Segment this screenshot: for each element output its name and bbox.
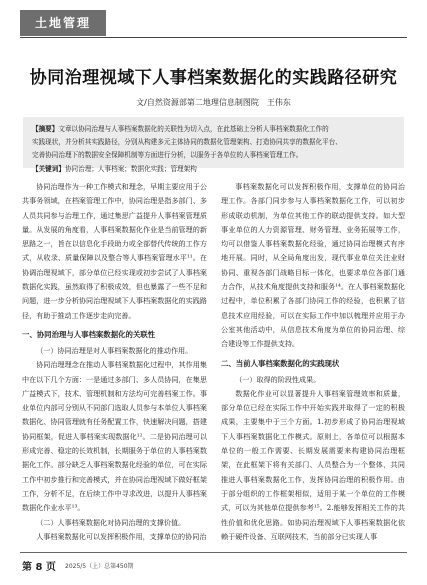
paragraph-2-1: 数据化作业可以显著提升人事档案管理效率和质量，部分单位已经在实际工作中开始实践并取得了一定的积极成果，主要集中于三个方面。1.初步形成了协同治理视域下人事档案数据化工作模式。原则上，各单位可以根据本单位的一般工作需要、长期发展需要来构建协同治理框架，在此框架下将有关部门、人员整合为一个整体，共同推进人事档案数据化工作，发挥协同治理的积极作用。由于部分组织的工作框架相似，适用于某一个单位的工作模式，可以为其他单位提供参考¹⁵。2.能够发挥相关工作的共性价值和优化思路。如协同治理视域下人事档案数据化依赖于硬件设备、互联网技术，当前部分已实现人事: [221, 388, 405, 541]
article-title: 协同治理视域下人事档案数据化的实践路径研究: [29, 68, 398, 88]
section-heading-1: 一、协同治理与人事档案数据化的关联性: [22, 329, 156, 339]
keywords-label: 【关键词】: [32, 165, 65, 173]
bottom-rule: [20, 552, 407, 553]
keywords-line: [32, 163, 395, 176]
abstract-text-1: 文章以协同治理与人事档案数据化的关联性为切入点，在此基础上分析人事档案数据化工作的: [58, 125, 329, 133]
author-line: 文/自然资源部第二地理信息制图院 王伟东: [136, 98, 291, 107]
abstract-box: [23, 117, 404, 173]
abstract-line-1: [32, 123, 395, 136]
keywords-text: 协同治理；人事档案；数据化实践；管理架构: [64, 165, 197, 173]
subheading-2-1: （一）取得的阶段性成果。: [235, 374, 321, 384]
column-tag: 土地管理: [20, 10, 106, 36]
section-heading-2: 二、当前人事档案数据化的实践现状: [221, 358, 340, 368]
issue-info: 2025/5（上）总第450期: [65, 563, 134, 570]
intro-paragraph: 协同治理作为一种工作模式和理念，早期主要应用于公共事务领域，在档案管理工作中，协同治理是指多部门、多人员共同参与治理工作，通过集思广益提升人事档案管理质量。从发展的角度看，人事档案数据化作业是当前管理的新思路之一，旨在以信息化手段助力或全部替代传统的工作方式，从收录、质量保障以及整合等人事档案管理水平¹¹。在协调治理视域下，部分单位已经实现或初步尝试了人事档案数据化实践，虽然取得了积极成效，但也暴露了一些不足和问题，进一步分析协同治理视域下人事档案数据化的实践路径，有助于推动工作逐步走向完善。: [22, 182, 207, 320]
abstract-line-2: 实践现状，并分析其实践路径，分别从构建多元主体协同的数据化管理架构、打造协同共享的数据化平台、: [32, 138, 342, 146]
right-column: [221, 180, 405, 544]
subheading-1-1: （一）协同治理是对人事档案数据化的推动作用。: [36, 345, 193, 355]
paragraph-1-2: 事档案数据化可以发挥积极作用，支撑单位的协同治理工作。各部门同步参与人事档案数据化工作，可以初步形成联动机制，为单位其他工作的联动提供支持。如大型事业单位的人力资源管理、财务管理、业务拓展等工作，均可以借鉴人事档案数据化经验，通过协同治理模式有序地开展。同时，从全局角度出发，现代事业单位关注业财协同、重视各部门战略目标一体化，也要求单位各部门通力合作，从技术角度提供支持和服务¹⁴。在人事档案数据化过程中，单位积累了各部门协同工作的经验，也积累了信息技术应用经验，可以在实际工作中加以梳理并应用于办公室其他活动中，从信息技术角度为单位的协同治理、综合建设等工作提供支持。: [221, 182, 405, 349]
paragraph-1-2-start: 人事档案数据化可以发挥积极作用，支撑单位的协同治: [36, 531, 207, 541]
paragraph-1-1: 协同治理理念在推动人事档案数据化过程中，其作用集中在以下几个方面：一是通过多部门、多人员协同，在集思广益模式下，技术、管理机制和方法均可完善档案工作。事业单位内部可分别从不同部门选取人员参与本单位人事档案数据化、协同管理就有任务配置工作，快速解决问题，搭建协同框架，促进人事档案实现数据化¹²。二是协同治理可以形成完善、稳定的长效机制，长期服务于单位的人事档案数据化工作。部分缺乏人事档案数据化经验的单位，可在实际工作中初步推行和完善模式，并在协同治理视域下做好框架工作，分析不足，在后续工作中寻求改进，以提升人事档案数据化作业水平¹³。: [22, 360, 207, 513]
abstract-label: 【摘要】: [32, 125, 59, 133]
abstract-line-3: 完善协同治理下的数据安全保障机制等方面进行分析，以服务于各单位的人事档案管理工作。: [32, 151, 303, 159]
left-column: [22, 180, 207, 544]
subheading-1-2: （二）人事档案数据化对协同治理的支撑价值。: [36, 517, 186, 527]
top-rule: [20, 37, 407, 38]
page-number: 第 8 页: [22, 562, 56, 573]
